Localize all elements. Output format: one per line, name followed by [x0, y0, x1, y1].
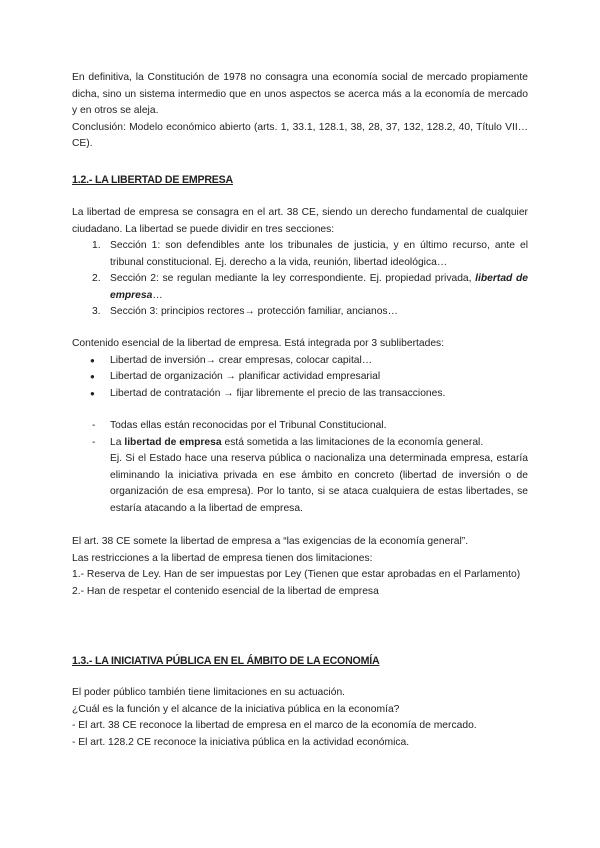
list-item: [72, 238, 528, 271]
dash-block: [72, 418, 528, 517]
list-item: [72, 435, 528, 518]
bullet-icon: ●: [90, 388, 95, 398]
dash-marker: -: [92, 420, 96, 431]
list-item: [72, 369, 528, 386]
art38-text: El art. 38 CE somete la libertad de empresa a “las exigencias de la economía general”.: [72, 536, 469, 547]
bullet-icon: ●: [90, 355, 95, 365]
list-item-text-end: está sometida a las limitaciones de la economía general.: [221, 436, 484, 448]
list-item: [72, 418, 528, 435]
list-item-text: Libertad de organización → planificar actividad empresarial: [110, 371, 381, 382]
list-item: [72, 271, 528, 304]
poder-publico-text: El poder público también tiene limitaciones en su actuación.: [72, 687, 346, 698]
example-text: Ej. Si el Estado hace una reserva pública o nacionaliza una determinada empresa, estaría eliminando la iniciativa privada en ese ámbito en concreto (libertad de inversión o de organización de esa empresa). Por lo tanto, si se ataca cualquiera de estas libertades, se estaría atacando a la libertad de empresa.: [110, 453, 528, 514]
art38-reconoce-text: - El art. 38 CE reconoce la libertad de empresa en el marco de la economía de mercado.: [72, 720, 477, 731]
libertad-intro-text: La libertad de empresa se consagra en el art. 38 CE, siendo un derecho fundamental de cualquier ciudadano. La libertad se puede dividir en tres secciones:: [72, 207, 528, 235]
list-item: [72, 386, 528, 403]
list-number: 2.: [92, 273, 101, 284]
list-item-text-end: …: [152, 289, 163, 301]
list-number: 3.: [92, 306, 101, 317]
section-12-body: [72, 205, 528, 321]
restriction-2-text: 2.- Han de respetar el contenido esencial de la libertad de empresa: [72, 585, 379, 597]
list-item-text: Sección 3: principios rectores→ protección familiar, ancianos…: [110, 306, 398, 317]
restriction-1-text: 1.- Reserva de Ley. Han de ser impuestas por Ley (Tienen que estar aprobadas en el Parlamento): [72, 569, 521, 580]
contenido-esencial-block: [72, 336, 528, 402]
list-item-text: Todas ellas están reconocidas por el Tribunal Constitucional.: [110, 420, 387, 431]
art128-reconoce-text: - El art. 128.2 CE reconoce la iniciativa pública en la actividad económica.: [72, 736, 410, 748]
section-13-body: [72, 685, 528, 751]
list-number: 1.: [92, 240, 101, 251]
intro-paragraph: [72, 70, 528, 153]
dash-marker: -: [92, 436, 96, 448]
list-item-text: Libertad de contratación → fijar libremente el precio de las transacciones.: [110, 387, 446, 399]
sublibertades-list: [72, 353, 528, 403]
list-item: [72, 353, 528, 370]
list-item-text: La: [110, 436, 125, 448]
sections-list: [72, 238, 528, 321]
list-item-text: Sección 1: son defendibles ante los tribunales de justicia, y en último recurso, ante el tribunal constitucional. Ej. derecho a la vida, reunión, libertad ideológica…: [110, 240, 528, 268]
section-heading-iniciativa-publica: 1.3.- LA INICIATIVA PÚBLICA EN EL ÁMBITO DE LA ECONOMÍA: [72, 655, 380, 667]
question-text: ¿Cuál es la función y el alcance de la iniciativa pública en la economía?: [72, 703, 400, 715]
list-item-emphasis: libertad de empresa: [110, 273, 529, 301]
intro-text: En definitiva, la Constitución de 1978 no consagra una economía social de mercado propiamente dicha, sino un sistema intermedio que en unos aspectos se acerca más a la economía de mercado y en otros se aleja.: [72, 72, 528, 116]
restrictions-block: [72, 534, 528, 600]
conclusion-text: Conclusión: Modelo económico abierto (arts. 1, 33.1, 128.1, 38, 28, 37, 132, 128.2, 40, Título VII… CE).: [72, 121, 528, 149]
contenido-intro-text: Contenido esencial de la libertad de empresa. Está integrada por 3 sublibertades:: [72, 338, 445, 349]
dash-list: [72, 418, 528, 517]
list-item-emphasis: libertad de empresa: [124, 436, 222, 448]
list-item-text: Libertad de inversión→ crear empresas, colocar capital…: [110, 354, 373, 366]
list-item: [72, 304, 528, 321]
list-item-text: Sección 2: se regulan mediante la ley correspondiente. Ej. propiedad privada,: [110, 273, 476, 284]
section-heading-libertad-empresa: 1.2.- LA LIBERTAD DE EMPRESA: [72, 174, 233, 186]
bullet-icon: ●: [90, 372, 95, 381]
restrictions-text: Las restricciones a la libertad de empresa tienen dos limitaciones:: [72, 552, 373, 564]
